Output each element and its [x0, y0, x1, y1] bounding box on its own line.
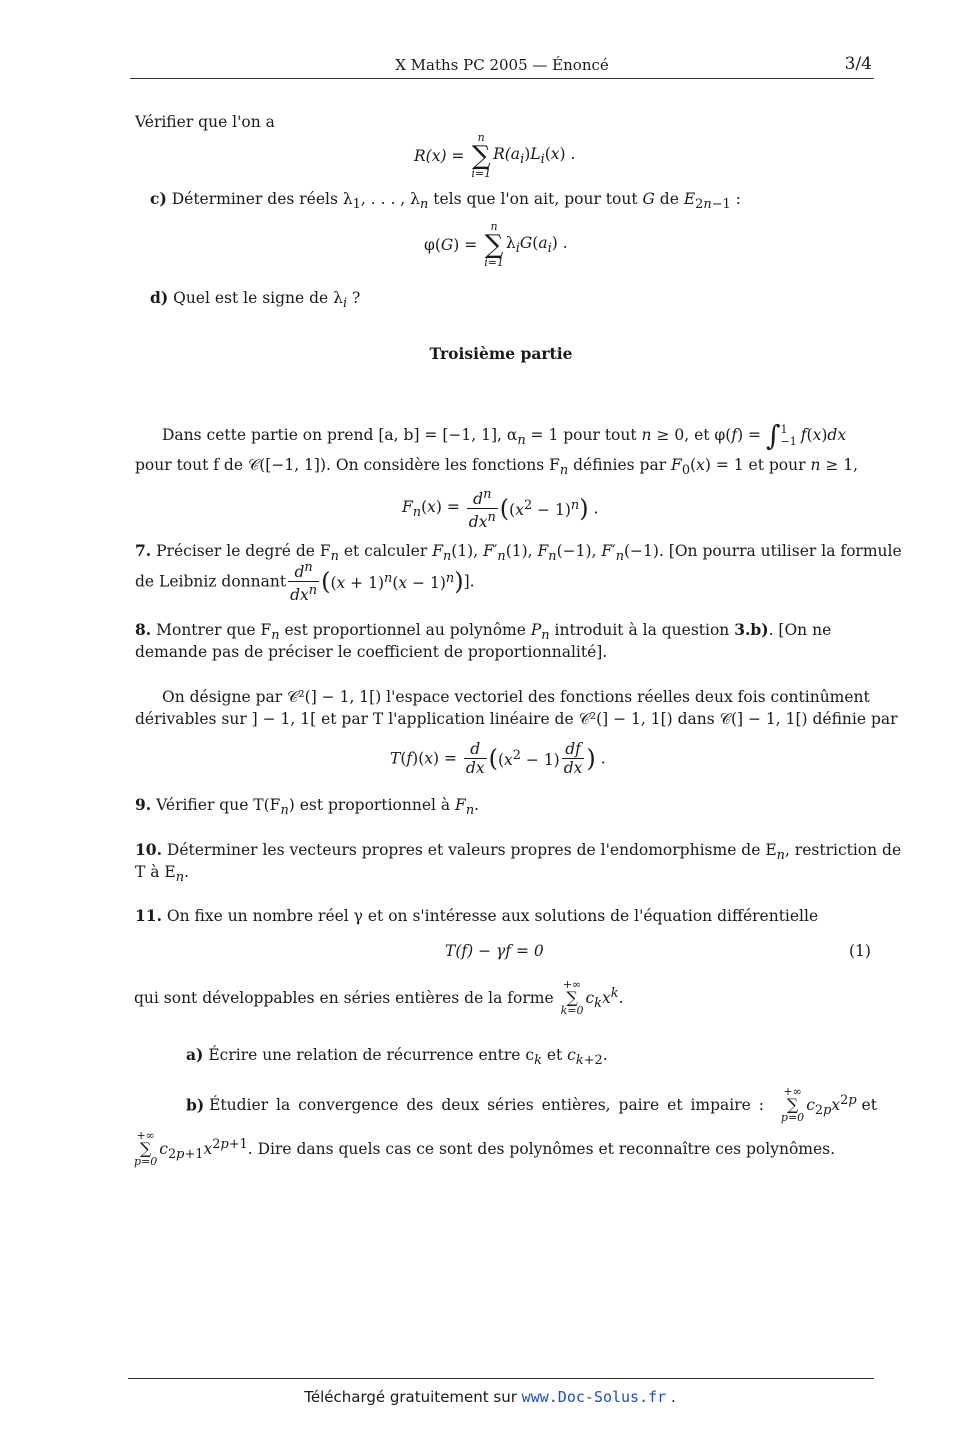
question-11-text: On fixe un nombre réel γ et on s'intéresse aux solutions de l'équation différentielle	[166, 907, 819, 925]
question-10-line-2: T à $E_n$.	[135, 863, 189, 886]
df-dx-fraction: $\frac{df}{dx}$	[563, 740, 583, 777]
question-10-label: 10.	[135, 840, 162, 859]
sum-lower: i=1	[484, 256, 504, 269]
sum-symbol: +∞ ∑ p=0	[780, 1085, 805, 1124]
question-8-line-2: demande pas de préciser le coefficient de proportionnalité].	[135, 643, 608, 661]
question-9-label: 9.	[135, 795, 152, 814]
derivative-fraction: $\frac{d^n}{dx^n}$	[468, 487, 496, 532]
question-7-line-2-text: de Leibniz donnant	[135, 572, 287, 591]
derivative-fraction: $\frac{d}{dx}$	[465, 740, 485, 777]
question-d-label: d)	[150, 288, 169, 307]
question-7-text: Préciser le degré de F	[156, 542, 331, 560]
intro-line-2: pour tout f de 𝒞([−1, 1]). On considère les fonctions $F_n$ définies par $F_0(x) = 1$ et pour n ≥ 1,	[135, 456, 859, 479]
definition-T-line-1: On désigne par 𝒞²(] − 1, 1[) l'espace vectoriel des fonctions réelles deux fois continûment	[162, 688, 870, 706]
sum-upper: n	[477, 131, 485, 144]
sum-lower: p=0	[134, 1155, 158, 1168]
sum-lower: k=0	[560, 1004, 584, 1017]
equation-phi-quadrature: φ(G) = n ∑ i=1 $\lambda_iG(a_i)$ .	[424, 220, 568, 269]
sum-upper: +∞	[783, 1085, 802, 1098]
eq-R-lhs: R(x) =	[414, 147, 470, 165]
question-7-label: 7.	[135, 541, 152, 560]
equation-1-tag: (1)	[849, 942, 871, 960]
question-c-label: c)	[150, 189, 167, 208]
question-9-text: Vérifier que T(F	[156, 796, 281, 814]
question-10-line-2-text: T à E	[135, 863, 176, 881]
question-10-line-1: 10. Déterminer les vecteurs propres et valeurs propres de l'endomorphisme de $E_n$, restriction de	[135, 840, 902, 864]
question-11b-line-1: b) Étudier la convergence des deux séries entières, paire et impaire : +∞ ∑ p=0 $c_{2p}x^{2p}$ et	[186, 1085, 877, 1124]
sum-upper: +∞	[562, 978, 582, 991]
sum-symbol: +∞ ∑ k=0	[560, 978, 584, 1017]
footer-text: Téléchargé gratuitement sur	[304, 1388, 522, 1406]
question-8-text: Montrer que F	[156, 621, 272, 639]
question-9: 9. Vérifier que $T(F_n)$ est proportionnel à $F_n$.	[135, 795, 480, 819]
question-7-line-2: de Leibniz donnant $\frac{d^n}{dx^n}$ $((x + 1)^n(x - 1)^n)$].	[135, 560, 475, 605]
series-intro: qui sont développables en séries entières de la forme +∞ ∑ k=0 $c_kx^k$.	[134, 978, 624, 1017]
question-11-label: 11.	[135, 906, 162, 925]
derivative-fraction: $\frac{d^n}{dx^n}$	[290, 560, 318, 605]
intro-line-1: Dans cette partie on prend [a, b] = [−1, 1], $\alpha_n = 1$ pour tout n ≥ 0, et φ(f) = ∫ 1 −1 f(x)dx	[162, 419, 847, 452]
sum-upper: +∞	[136, 1129, 155, 1142]
question-8-line-1: 8. Montrer que $F_n$ est proportionnel au polynôme $P_n$ introduit à la question 3.b). [On ne	[135, 620, 832, 644]
sum-upper: n	[490, 220, 498, 233]
question-11a-text: Écrire une relation de récurrence entre c	[208, 1046, 535, 1064]
question-11b-label: b)	[186, 1095, 205, 1115]
question-10-text: Déterminer les vecteurs propres et valeurs propres de l'endomorphisme de E	[166, 841, 777, 859]
equation-Fn-definition: $F_n(x)$ = $\frac{d^n}{dx^n}$ $((x^2 - 1)^n)$ .	[402, 487, 599, 532]
sum-symbol: n ∑ i=1	[471, 131, 492, 180]
question-c-text: Déterminer des réels λ	[171, 190, 353, 208]
series-intro-text: qui sont développables en séries entières de la forme	[134, 989, 554, 1007]
question-c: c) Déterminer des réels $\lambda_1$, . . . , $\lambda_n$ tels que l'on ait, pour tout G de $E_{2n-1}$ :	[150, 189, 741, 213]
eq-R-rhs: R(a	[493, 144, 521, 163]
question-11b-line-2-text: . Dire dans quels cas ce sont des polynômes et reconnaître ces polynômes.	[247, 1140, 836, 1158]
intro-line-2-text: pour tout f de 𝒞([−1, 1]). On considère les fonctions F	[135, 456, 560, 474]
footer-trail: .	[666, 1388, 676, 1406]
question-11	[135, 906, 818, 926]
verify-intro: Vérifier que l'on a	[135, 113, 275, 131]
question-11b-text: Étudier la convergence des deux séries entières, paire et impaire :	[209, 1096, 764, 1114]
footer-divider	[128, 1378, 874, 1379]
sum-symbol: n ∑ i=1	[484, 220, 504, 269]
sum-lower: i=1	[471, 167, 492, 180]
page-number: 3/4	[844, 54, 872, 74]
footer-link[interactable]: www.Doc-Solus.fr	[521, 1388, 667, 1406]
question-d: d) Quel est le signe de $\lambda_i$ ?	[150, 288, 361, 312]
question-7-line-1: 7. Préciser le degré de $F_n$ et calculer $F_n(1)$, $F'_n(1)$, $F_n(-1)$, $F'_n(-1)$. [On pourra utiliser la formule	[135, 541, 902, 565]
question-11a-label: a)	[186, 1045, 204, 1064]
page-header	[130, 52, 874, 79]
section-title: Troisième partie	[429, 344, 573, 363]
page-footer	[0, 1388, 980, 1406]
equation-1: T(f) − γf = 0	[445, 942, 544, 960]
header-title: X Maths PC 2005 — Énoncé	[395, 56, 609, 74]
definition-T-line-2: dérivables sur ] − 1, 1[ et par T l'application linéaire de 𝒞²(] − 1, 1[) dans 𝒞(] − 1, 1[) définie par	[135, 710, 898, 728]
question-11a: a) Écrire une relation de récurrence entre $c_k$ et $c_{k+2}$.	[186, 1045, 608, 1069]
sum-symbol: +∞ ∑ p=0	[134, 1129, 158, 1168]
intro-line-1-text: Dans cette partie on prend [a, b] = [−1, 1], α	[162, 426, 518, 444]
question-11b-line-2: +∞ ∑ p=0 $c_{2p+1}x^{2p+1}$. Dire dans quels cas ce sont des polynômes et reconnaître ces polynômes.	[134, 1129, 836, 1168]
question-d-text: Quel est le signe de λ	[173, 289, 343, 307]
equation-R-interpolation: R(x) = n ∑ i=1 $R(a_i)L_i(x)$ .	[414, 131, 576, 180]
question-8-label: 8.	[135, 620, 152, 639]
sum-lower: p=0	[780, 1111, 805, 1124]
equation-T-definition: T(f)(x) = $\frac{d}{dx}$ ($(x^2 - 1)$ $\frac{df}{dx}$ ) .	[390, 740, 606, 777]
